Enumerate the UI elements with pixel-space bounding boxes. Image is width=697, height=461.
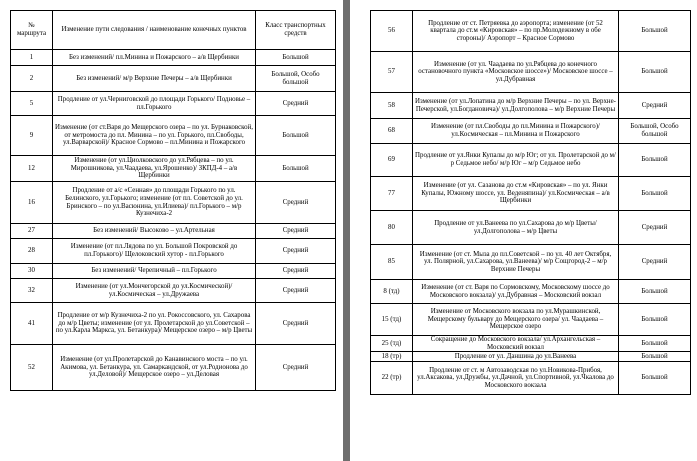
document-page-right — [350, 0, 697, 461]
route-description-cell: Без изменений/ пл.Минина и Пожарского – а/в Щербинки — [53, 50, 256, 66]
route-description-cell: Изменение (от ул.Мончегорской до ул.Космической)/ ул.Космическая – ул.Дружаева — [53, 279, 256, 303]
vehicle-class-cell: Большой — [619, 336, 691, 352]
route-number-cell: 52 — [11, 345, 53, 391]
route-number-cell: 5 — [11, 92, 53, 116]
table-row — [11, 239, 336, 264]
route-number-cell: 58 — [371, 93, 413, 119]
header-vehicle-class: Класс транспортных средств — [256, 11, 336, 50]
vehicle-class-cell: Средний — [619, 93, 691, 119]
route-number-cell: 15 (тд) — [371, 304, 413, 336]
vehicle-class-cell: Средний — [256, 92, 336, 116]
table-row — [371, 177, 691, 211]
route-description-cell: Изменение (от ст.Варя до Мещерского озера – по ул. Бурнаковской, от метромоста до пл. Минина – по ул. Горького, пл.Свободы, ул.Варварской)/ Красное Сормово – пл.Минина и Пожарского — [53, 116, 256, 156]
route-description-cell: Изменение (от пл.Лядова по ул. Большой Покровской до пл.Горького)/ Щелоковский хутор - пл.Горького — [53, 239, 256, 264]
route-number-cell: 85 — [371, 245, 413, 280]
routes-table-left — [10, 10, 336, 391]
table-row — [371, 336, 691, 352]
table-row — [371, 280, 691, 304]
route-description-cell: Продление от ст. Петряевка до аэропорта; изменение (от 52 квартала до ст.м «Кировская» – по пр.Молодежному в обе стороны)/ Аэропорт – Красное Сормово — [413, 11, 619, 52]
vehicle-class-cell: Большой — [619, 352, 691, 362]
table-row — [371, 245, 691, 280]
table-row — [11, 279, 336, 303]
route-number-cell: 69 — [371, 144, 413, 177]
route-number-cell: 80 — [371, 211, 413, 245]
route-description-cell: Изменение (от ул.Циолковского до ул.Рябцева – по ул. Мирошникова, ул.Чаадаева, ул.Ярошенко)/ ЗКПД-4 – а/в Щербинки — [53, 156, 256, 182]
route-number-cell: 41 — [11, 303, 53, 345]
route-description-cell: Изменение (от ул.Лопатина до м/р Верхние Печеры – по ул. Верхне-Печерской, ул.Богдановича)/ ул.Долгополова – м/р Верхние Печеры — [413, 93, 619, 119]
table-row — [11, 182, 336, 224]
vehicle-class-cell: Средний — [256, 264, 336, 279]
route-description-cell: Продление от ул.Янки Купалы до м/р Юг; от ул. Пролетарской до м/р Седьмое небо/ м/р Юг – м/р Седьмое небо — [413, 144, 619, 177]
route-number-cell: 68 — [371, 119, 413, 144]
vehicle-class-cell: Средний — [256, 224, 336, 239]
route-description-cell: Изменение (от ул. Сазанова до ст.м «Кировская» – по ул. Янки Купалы, Южному шоссе, ул. Веденяпина)/ ул.Космическая – а/в Щербинки — [413, 177, 619, 211]
vehicle-class-cell: Средний — [256, 279, 336, 303]
route-number-cell: 56 — [371, 11, 413, 52]
route-number-cell: 9 — [11, 116, 53, 156]
table-row — [11, 116, 336, 156]
table-row — [11, 303, 336, 345]
vehicle-class-cell: Большой — [619, 280, 691, 304]
vehicle-class-cell: Большой — [619, 177, 691, 211]
vehicle-class-cell: Большой, Особо большой — [619, 119, 691, 144]
vehicle-class-cell: Большой — [256, 50, 336, 66]
route-number-cell: 28 — [11, 239, 53, 264]
route-number-cell: 1 — [11, 50, 53, 66]
route-description-cell: Продление от а/с «Сенная» до площади Горького по ул. Белинского, ул.Горького; изменение (от пл. Советской до ул. Бринского – по ул.Васюнина, ул.Илиева)/ пл.Горького – м/р Кузнечиха-2 — [53, 182, 256, 224]
route-number-cell: 18 (тр) — [371, 352, 413, 362]
document-page-left — [0, 0, 343, 461]
header-route-change: Изменение пути следования / наименование конечных пунктов — [53, 11, 256, 50]
route-number-cell: 16 — [11, 182, 53, 224]
table-row — [11, 92, 336, 116]
route-number-cell: 22 (тр) — [371, 362, 413, 395]
route-description-cell: Продление от ст. м Автозаводская по ул.Новикова-Прибоя, ул.Аксакова, ул.Дружбы, ул.Дачной, ул.Спортивной, ул.Чкалова до Московского вокзала — [413, 362, 619, 395]
route-number-cell: 12 — [11, 156, 53, 182]
route-description-cell: Изменение (от ул.Пролетарской до Канавинского моста – по ул. Акимова, ул. Бетанкура, ул. Самаркандской, от ул.Родионова до ул.Деловой)/ Мещерское озеро – ул.Деловая — [53, 345, 256, 391]
route-description-cell: Без изменений/ Черепичный – пл.Горького — [53, 264, 256, 279]
route-description-cell: Сокращение до Московского вокзала/ ул.Архангельская – Московский вокзал — [413, 336, 619, 352]
route-number-cell: 30 — [11, 264, 53, 279]
table-row — [371, 144, 691, 177]
route-description-cell: Без изменений/ м/р Верхние Печеры – а/в Щербинки — [53, 66, 256, 92]
table-row — [371, 93, 691, 119]
route-description-cell: Изменение от Московского вокзала по ул.Мурашкинской, Мещерскому бульвару до Мещерского озера/ ул. Чаадаева – Мещерское озеро — [413, 304, 619, 336]
table-row — [371, 52, 691, 93]
table-row — [371, 304, 691, 336]
table-row — [371, 11, 691, 52]
route-number-cell: 57 — [371, 52, 413, 93]
vehicle-class-cell: Большой — [256, 156, 336, 182]
table-row — [371, 211, 691, 245]
vehicle-class-cell: Средний — [619, 211, 691, 245]
table-header-row — [11, 11, 336, 50]
route-description-cell: Продление от ул. Даншина до ул.Ванеева — [413, 352, 619, 362]
route-number-cell: 25 (тд) — [371, 336, 413, 352]
vehicle-class-cell: Средний — [256, 239, 336, 264]
route-description-cell: Продление от ул.Ванеева по ул.Сахарова до м/р Цветы/ ул.Долгополова – м/р Цветы — [413, 211, 619, 245]
table-row — [11, 66, 336, 92]
route-number-cell: 77 — [371, 177, 413, 211]
vehicle-class-cell: Большой — [256, 116, 336, 156]
vehicle-class-cell: Большой — [619, 52, 691, 93]
table-row — [11, 156, 336, 182]
route-number-cell: 8 (тд) — [371, 280, 413, 304]
table-row — [371, 362, 691, 395]
vehicle-class-cell: Большой — [619, 144, 691, 177]
table-row — [11, 224, 336, 239]
route-description-cell: Изменение (от ст. Мыза до пл.Советской – по ул. 40 лет Октября, ул. Полярной, ул.Сахарова, ул.Ванеева)/ м/р Сощгород-2 – м/р Верхние Печеры — [413, 245, 619, 280]
route-description-cell: Без изменений/ Высоково – ул.Артельная — [53, 224, 256, 239]
header-route-number: № маршрута — [11, 11, 53, 50]
vehicle-class-cell: Средний — [256, 303, 336, 345]
route-number-cell: 32 — [11, 279, 53, 303]
table-row — [11, 345, 336, 391]
vehicle-class-cell: Средний — [256, 182, 336, 224]
route-description-cell: Продление от ул.Черниговской до площади Горького/ Подновье – пл.Горького — [53, 92, 256, 116]
vehicle-class-cell: Большой, Особо большой — [256, 66, 336, 92]
vehicle-class-cell: Большой — [619, 11, 691, 52]
vehicle-class-cell: Большой — [619, 362, 691, 395]
route-description-cell: Изменение (от ст. Варя по Сормовскому, Московскому шоссе до Московского вокзала)/ ул.Дубравная – Московский вокзал — [413, 280, 619, 304]
vehicle-class-cell: Средний — [256, 345, 336, 391]
route-description-cell: Продление от м/р Кузнечиха-2 по ул. Рокоссовского, ул. Сахарова до м/р Цветы; изменение (от ул. Пролетарской до ул.Советской – по ул.Карла Маркса, ул. Бетанкура)/ Мещерское озеро – м/р Цветы — [53, 303, 256, 345]
table-row — [371, 119, 691, 144]
route-description-cell: Изменение (от ул. Чаадаева по ул.Рябцева до конечного остановочного пункта «Московское шоссе»)/ Московское шоссе – ул.Дубравная — [413, 52, 619, 93]
table-row — [11, 264, 336, 279]
table-row — [11, 50, 336, 66]
routes-table-right — [370, 10, 691, 395]
vehicle-class-cell: Большой — [619, 304, 691, 336]
route-number-cell: 2 — [11, 66, 53, 92]
route-description-cell: Изменение (от пл.Свободы до пл.Минина и Пожарского)/ ул.Космическая – пл.Минина и Пожарского — [413, 119, 619, 144]
vehicle-class-cell: Средний — [619, 245, 691, 280]
route-number-cell: 27 — [11, 224, 53, 239]
table-row — [371, 352, 691, 362]
